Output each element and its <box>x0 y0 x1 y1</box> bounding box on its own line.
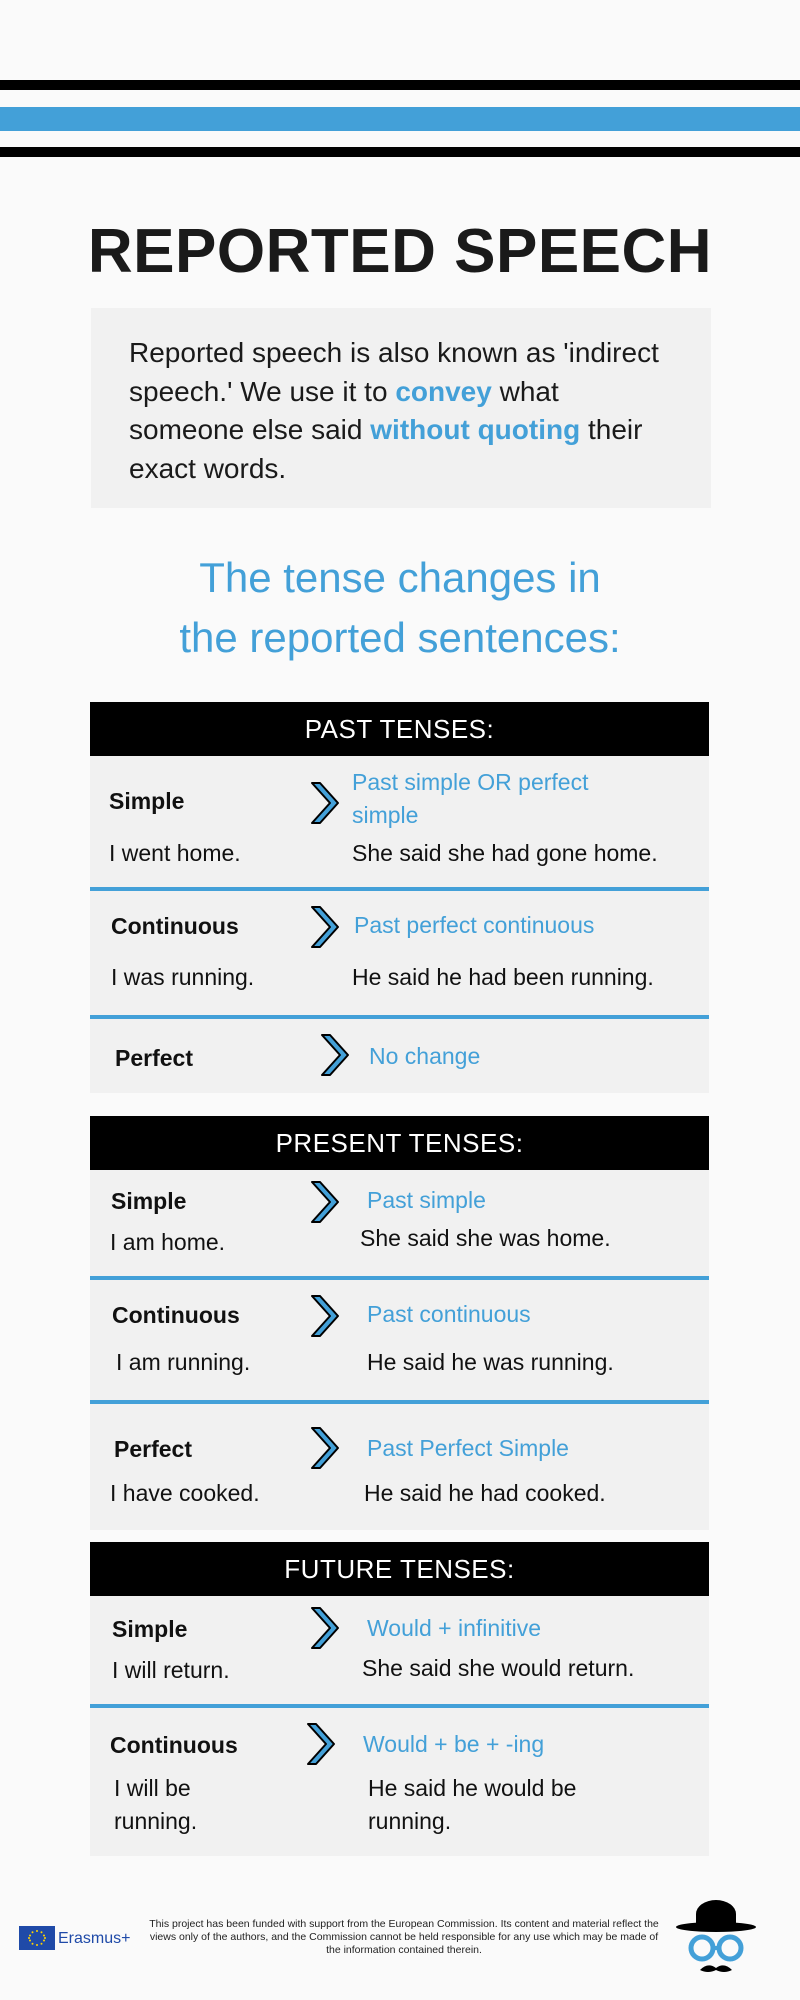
top-black-stripe <box>0 80 800 90</box>
example-reported: He said he was running. <box>367 1349 614 1375</box>
intro-box <box>91 308 711 508</box>
row-label: Simple <box>111 1188 187 1214</box>
chevron-right-icon <box>308 1426 342 1470</box>
present-tenses-section <box>90 1116 709 1530</box>
future-simple-row <box>90 1596 709 1708</box>
funding-disclaimer: This project has been funded with support from the European Commission. Its content and material reflect the views only of the authors, and the Commission cannot be held responsible for any use which may be made of the information contained therein. <box>149 1918 659 1956</box>
chevron-right-icon <box>308 1294 342 1338</box>
row-label: Continuous <box>112 1302 240 1328</box>
example-reported: He said he had been running. <box>352 964 654 990</box>
past-tenses-section <box>90 702 709 1093</box>
tense-result: Past simple OR perfect simple <box>352 769 589 828</box>
past-tenses-heading: PAST TENSES: <box>90 702 709 756</box>
erasmus-logo-text: Erasmus+ <box>58 1930 131 1947</box>
intro-highlight-convey: convey <box>395 375 492 407</box>
subtitle-line-1: The tense changes in <box>199 554 601 601</box>
chevron-right-icon <box>318 1033 352 1077</box>
chevron-right-icon <box>308 905 342 949</box>
section-subtitle <box>0 548 800 668</box>
example-original: I was running. <box>111 964 255 990</box>
row-label: Perfect <box>115 1045 193 1071</box>
tense-result: Past perfect continuous <box>354 912 595 938</box>
chevron-right-icon <box>308 1606 342 1650</box>
tense-result: Past continuous <box>367 1301 531 1327</box>
example-reported: She said she had gone home. <box>352 840 658 866</box>
present-tenses-heading: PRESENT TENSES: <box>90 1116 709 1170</box>
future-tenses-heading: FUTURE TENSES: <box>90 1542 709 1596</box>
present-continuous-row <box>90 1280 709 1404</box>
chevron-right-icon <box>308 781 342 825</box>
intro-text-1: Reported speech is also known as 'indirect speech.' We use it to <box>129 337 659 407</box>
tense-result: Would + infinitive <box>367 1615 542 1641</box>
example-reported: He said he would be running. <box>368 1775 577 1834</box>
top-blue-stripe <box>0 107 800 131</box>
future-tenses-section <box>90 1542 709 1856</box>
example-reported: He said he had cooked. <box>364 1480 606 1506</box>
example-original: I went home. <box>109 840 241 866</box>
example-original: I am running. <box>116 1349 251 1375</box>
intro-text-2: what someone else said <box>129 375 559 445</box>
intro-highlight-without-quoting: without quoting <box>370 414 581 445</box>
tense-result: Past simple <box>367 1187 486 1213</box>
row-label: Simple <box>109 788 185 814</box>
lower-black-stripe <box>0 147 800 157</box>
example-original: I will return. <box>112 1657 230 1683</box>
eu-flag-icon <box>19 1926 55 1950</box>
chevron-right-icon <box>308 1180 342 1224</box>
intro-text-3: their exact words. <box>129 414 643 484</box>
example-reported: She said she would return. <box>362 1655 635 1681</box>
page-title: REPORTED SPEECH <box>87 217 713 286</box>
past-simple-row <box>90 756 709 891</box>
past-continuous-row <box>90 891 709 1019</box>
subtitle-line-2: the reported sentences: <box>179 614 621 661</box>
row-label: Simple <box>112 1616 188 1642</box>
example-original: I have cooked. <box>110 1480 260 1506</box>
chevron-right-icon <box>304 1722 338 1766</box>
future-continuous-row <box>90 1708 709 1856</box>
row-label: Continuous <box>111 913 239 939</box>
example-original: I will be running. <box>114 1775 198 1834</box>
tense-result: Past Perfect Simple <box>367 1435 569 1461</box>
mascot-hat-glasses-icon <box>674 1900 758 1980</box>
present-simple-row <box>90 1170 709 1280</box>
example-reported: She said she was home. <box>360 1225 611 1251</box>
row-label: Continuous <box>110 1732 238 1758</box>
tense-result: No change <box>369 1043 481 1069</box>
row-label: Perfect <box>114 1436 192 1462</box>
tense-result: Would + be + -ing <box>363 1731 545 1757</box>
present-perfect-row <box>90 1404 709 1530</box>
past-perfect-row <box>90 1019 709 1093</box>
example-original: I am home. <box>110 1229 226 1255</box>
